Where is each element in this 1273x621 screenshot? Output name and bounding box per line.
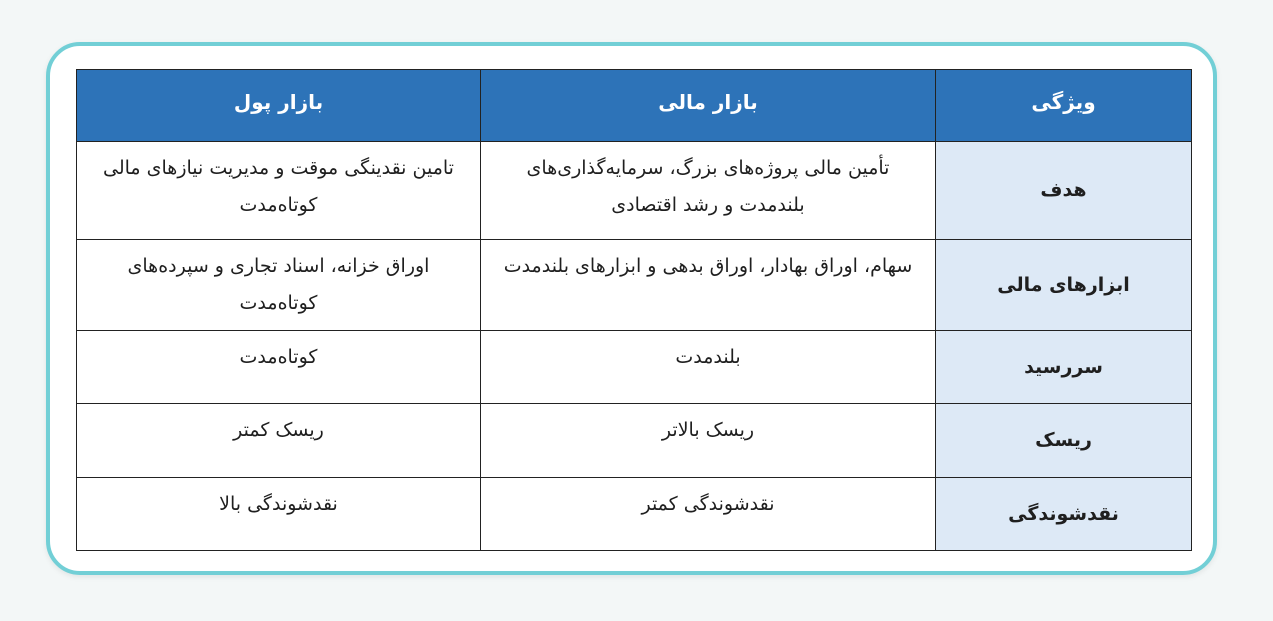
header-feature: ویژگی <box>936 70 1192 142</box>
financial-market-cell: تأمین مالی پروژه‌های بزرگ، سرمایه‌گذاری‌های بلندمدت و رشد اقتصادی <box>481 142 936 240</box>
money-market-cell: اوراق خزانه، اسناد تجاری و سپرده‌های کوتاه‌مدت <box>77 240 481 331</box>
financial-market-cell: بلندمدت <box>481 331 936 404</box>
row-feature-cell: سررسید <box>936 331 1192 404</box>
financial-market-cell: سهام، اوراق بهادار، اوراق بدهی و ابزارهای بلندمدت <box>481 240 936 331</box>
table-row <box>77 142 1192 240</box>
money-market-cell: ریسک کمتر <box>77 404 481 478</box>
header-row <box>77 70 1192 142</box>
money-market-cell: تامین نقدینگی موقت و مدیریت نیازهای مالی کوتاه‌مدت <box>77 142 481 240</box>
table-row <box>77 404 1192 478</box>
money-market-cell: کوتاه‌مدت <box>77 331 481 404</box>
row-feature-cell: نقدشوندگی <box>936 478 1192 551</box>
table-row <box>77 478 1192 551</box>
comparison-table <box>76 69 1192 551</box>
table-row <box>77 331 1192 404</box>
header-financial-market: بازار مالی <box>481 70 936 142</box>
financial-market-cell: نقدشوندگی کمتر <box>481 478 936 551</box>
table-row <box>77 240 1192 331</box>
financial-market-cell: ریسک بالاتر <box>481 404 936 478</box>
header-money-market: بازار پول <box>77 70 481 142</box>
money-market-cell: نقدشوندگی بالا <box>77 478 481 551</box>
row-feature-cell: ریسک <box>936 404 1192 478</box>
row-feature-cell: ابزارهای مالی <box>936 240 1192 331</box>
row-feature-cell: هدف <box>936 142 1192 240</box>
